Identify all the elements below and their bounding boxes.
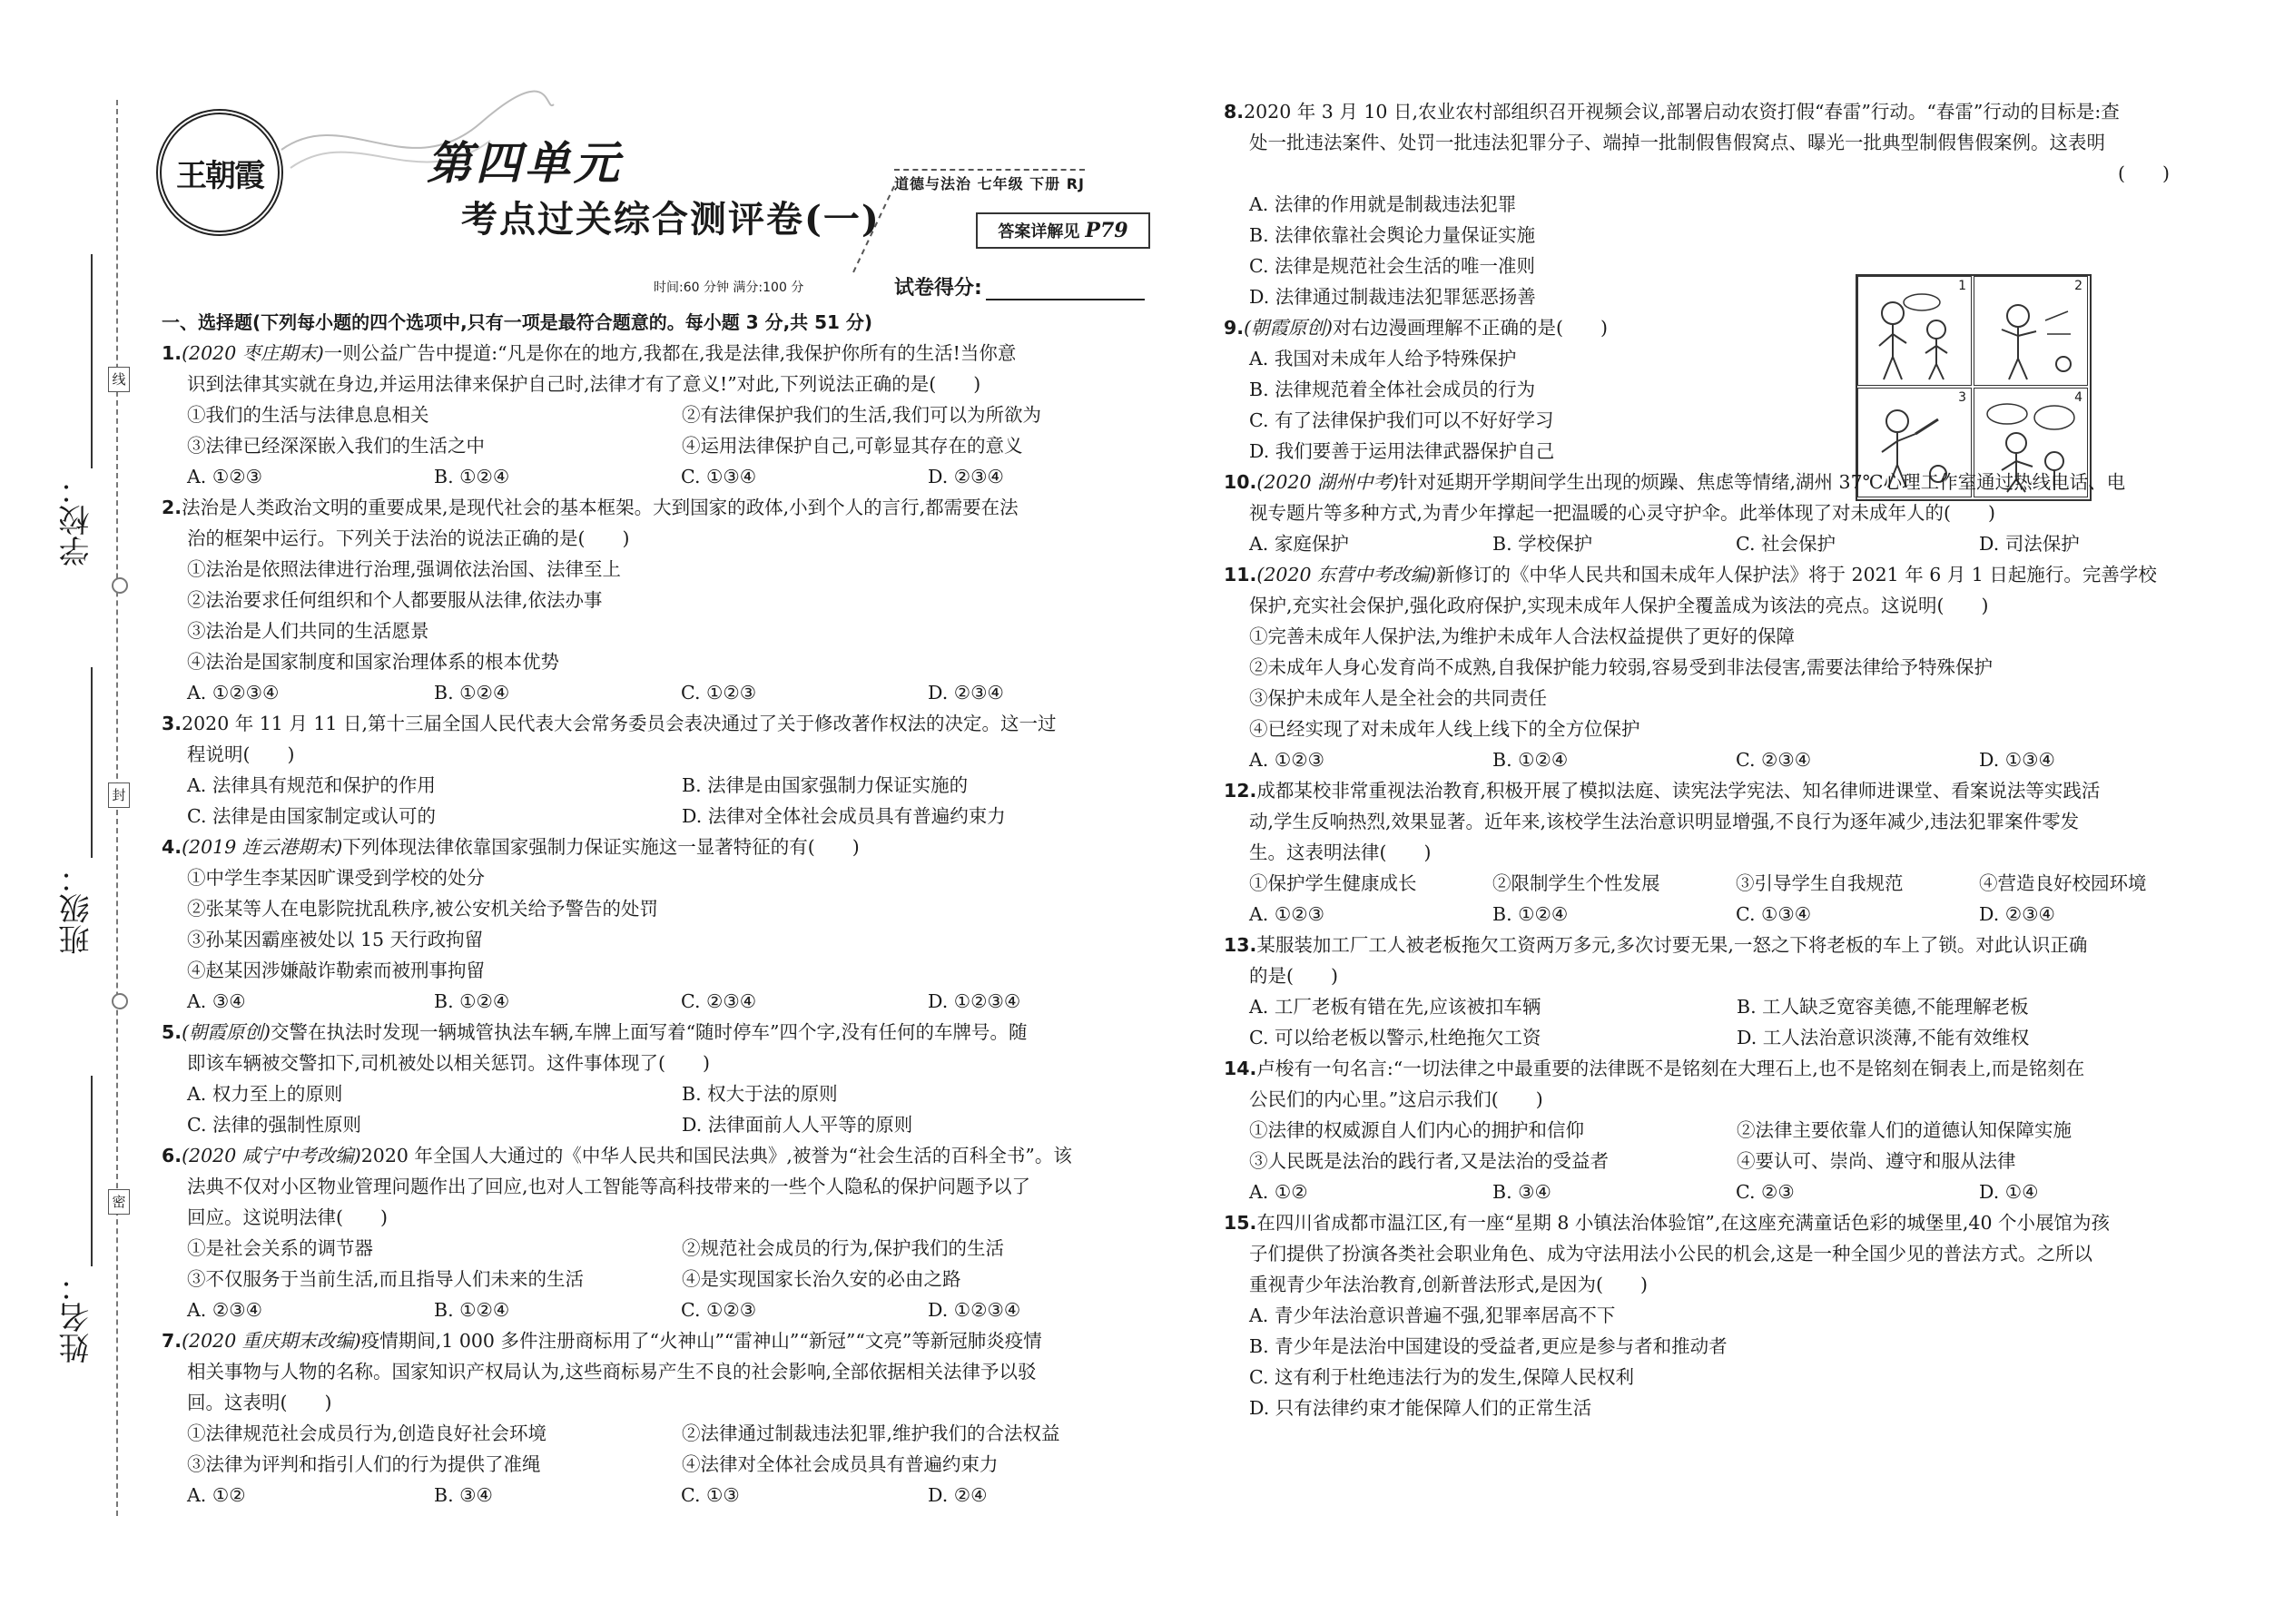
question-line-text: 重视青少年法治教育,创新普法形式,是因为( ) bbox=[1249, 1274, 1649, 1295]
question-line-text: ④法治是国家制度和国家治理体系的根本优势 bbox=[187, 651, 559, 673]
logo-text: 王朝霞 bbox=[176, 157, 263, 194]
option-row bbox=[162, 1078, 1177, 1109]
question-source: (2020 重庆期末改编) bbox=[182, 1330, 361, 1352]
question-number: 12. bbox=[1224, 780, 1257, 802]
option-item: D. 司法保护 bbox=[1979, 533, 2080, 555]
option-item: D. ②④ bbox=[928, 1484, 988, 1506]
option-item: B. ①②④ bbox=[434, 990, 510, 1012]
option-item: D. ②③④ bbox=[928, 682, 1004, 704]
question-line-text: ②未成年人身心发育尚不成熟,自我保护能力较弱,容易受到非法侵害,需要法律给予特殊保护 bbox=[1249, 656, 1994, 678]
option-item: ④运用法律保护自己,可彰显其存在的意义 bbox=[682, 435, 1023, 457]
option-item: B. ①②④ bbox=[434, 466, 510, 487]
question-line-text: 法典不仅对小区物业管理问题作出了回应,也对人工智能等高科技带来的一些个人隐私的保护问题予以了 bbox=[187, 1176, 1031, 1197]
question-line-text: 保护,充实社会保护,强化政府保护,实现未成年人保护全覆盖成为该法的亮点。这说明( ) bbox=[1249, 595, 1989, 616]
option-item: ①是社会关系的调节器 bbox=[187, 1237, 373, 1259]
question-line-text: 即该车辆被交警扣下,司机被处以相关惩罚。这件事体现了( ) bbox=[187, 1052, 711, 1074]
option-item: B. ③④ bbox=[434, 1484, 493, 1506]
score-field[interactable] bbox=[894, 272, 1145, 300]
option-item: ①法律规范社会成员行为,创造良好社会环境 bbox=[187, 1422, 547, 1444]
question-line-text: ①中学生李某因旷课受到学校的处分 bbox=[187, 867, 485, 889]
question-source: (2020 枣庄期末) bbox=[182, 342, 324, 364]
question-text: 新修订的《中华人民共和国未成年人保护法》将于 2021 年 6 月 1 日起施行。完善学校 bbox=[1436, 564, 2157, 586]
question-line bbox=[1224, 96, 2224, 127]
question-text: 一则公益广告中提道:“凡是你在的地方,我都在,我是法律,我保护你所有的生活!当你意 bbox=[323, 342, 1017, 364]
option-item: A. ①②③ bbox=[187, 466, 262, 487]
question-number: 8. bbox=[1224, 101, 1245, 123]
option-item: B. ③④ bbox=[1492, 1181, 1551, 1203]
option-item: ①保护学生健康成长 bbox=[1249, 872, 1417, 894]
option-item: ④法律对全体社会成员具有普遍约束力 bbox=[682, 1453, 999, 1475]
question-line-text: ②法治要求任何组织和个人都要服从法律,依法办事 bbox=[187, 589, 603, 611]
option-item: B. 权大于法的原则 bbox=[682, 1083, 838, 1105]
question-line-text: 回应。这说明法律( ) bbox=[187, 1206, 388, 1228]
question-text: 对右边漫画理解不正确的是( ) bbox=[1333, 317, 1609, 339]
question-line bbox=[1224, 1207, 2224, 1238]
question-source: (2020 东营中考改编) bbox=[1256, 564, 1437, 586]
option-item: ③法律为评判和指引人们的行为提供了准绳 bbox=[187, 1453, 541, 1475]
question-source: (2020 湖州中考) bbox=[1256, 471, 1400, 493]
option-item: ①我们的生活与法律息息相关 bbox=[187, 404, 429, 426]
question-line-text: 回。这表明( ) bbox=[187, 1392, 332, 1413]
exam-meta: 时间:60 分钟 满分:100 分 bbox=[654, 281, 804, 295]
option-item: ④是实现国家长治久安的必由之路 bbox=[682, 1268, 961, 1290]
answer-blank: ( ) bbox=[2118, 162, 2170, 184]
option-item: C. ①③④ bbox=[1736, 903, 1812, 925]
question-line-text: A. 我国对未成年人给予特殊保护 bbox=[1249, 348, 1517, 369]
option-row bbox=[162, 801, 1177, 832]
question-line-text: B. 法律依靠社会舆论力量保证实施 bbox=[1249, 224, 1536, 246]
question-line bbox=[162, 1140, 1177, 1171]
option-row bbox=[1224, 991, 2224, 1022]
binding-hole-icon bbox=[112, 993, 128, 1009]
option-row bbox=[1224, 868, 2224, 899]
option-item: ③法律已经深深嵌入我们的生活之中 bbox=[187, 435, 485, 457]
option-item: A. 法律具有规范和保护的作用 bbox=[187, 774, 436, 796]
option-item: ②法律通过制裁违法犯罪,维护我们的合法权益 bbox=[682, 1422, 1060, 1444]
question-number: 13. bbox=[1224, 934, 1257, 956]
brand-logo bbox=[156, 109, 283, 236]
option-item: ③人民既是法治的践行者,又是法治的受益者 bbox=[1249, 1150, 1610, 1172]
question-number: 7. bbox=[162, 1330, 182, 1352]
option-item: C. 社会保护 bbox=[1736, 533, 1836, 555]
option-row bbox=[162, 986, 1177, 1017]
panel-number: 3 bbox=[1958, 390, 1966, 405]
question-source: (2020 咸宁中考改编) bbox=[182, 1145, 361, 1166]
score-label: 试卷得分: bbox=[894, 277, 982, 300]
question-number: 2. bbox=[162, 497, 182, 518]
option-item: ③不仅服务于当前生活,而且指导人们未来的生活 bbox=[187, 1268, 585, 1290]
question-line-text: ③保护未成年人是全社会的共同责任 bbox=[1249, 687, 1547, 709]
question-text: 疫情期间,1 000 多件注册商标用了“火神山”“雷神山”“新冠”“文亮”等新冠肺炎疫情 bbox=[360, 1330, 1042, 1352]
binding-dashed-line bbox=[116, 100, 122, 1516]
question-line-text: B. 法律规范着全体社会成员的行为 bbox=[1249, 379, 1536, 400]
question-line-text: ②张某等人在电影院扰乱秩序,被公安机关给予警告的处罚 bbox=[187, 898, 659, 920]
option-row bbox=[1224, 1115, 2224, 1146]
panel-number: 4 bbox=[2074, 390, 2082, 405]
seal-mark: 封 bbox=[108, 782, 130, 808]
question-line-text: 程说明( ) bbox=[187, 743, 295, 765]
question-line-text: 治的框架中运行。下列关于法治的说法正确的是( ) bbox=[187, 527, 630, 549]
option-item: B. ①②④ bbox=[434, 1299, 510, 1321]
option-item: A. ①② bbox=[1249, 1181, 1308, 1203]
answer-ref-page: P79 bbox=[1085, 219, 1128, 242]
option-item: C. 法律的强制性原则 bbox=[187, 1114, 361, 1136]
option-item: A. 工厂老板有错在先,应该被扣车辆 bbox=[1249, 996, 1541, 1018]
option-item: B. ①②④ bbox=[1492, 749, 1569, 771]
question-text: 卢梭有一句名言:“一切法律之中最重要的法律既不是铭刻在大理石上,也不是铭刻在铜表上,而是铭刻在 bbox=[1256, 1058, 2085, 1079]
question-line bbox=[1224, 559, 2224, 590]
name-label: 姓名： bbox=[59, 1271, 95, 1363]
school-field-line[interactable] bbox=[91, 254, 93, 468]
section-heading: 一、选择题(下列每小题的四个选项中,只有一项是最符合题意的。每小题 3 分,共 51 分) bbox=[162, 311, 873, 333]
option-row bbox=[1224, 744, 2224, 775]
question-source: (朝霞原创) bbox=[1244, 317, 1334, 339]
option-item: C. ②③ bbox=[1736, 1181, 1795, 1203]
panel-number: 1 bbox=[1958, 279, 1966, 293]
option-item: ④营造良好校园环境 bbox=[1979, 872, 2147, 894]
question-line-text: 公民们的内心里。”这启示我们( ) bbox=[1249, 1088, 1543, 1110]
question-number: 1. bbox=[162, 342, 182, 364]
left-question-column bbox=[162, 307, 1177, 1511]
option-item: A. ①②③④ bbox=[187, 682, 280, 704]
option-item: A. ①②③ bbox=[1249, 749, 1324, 771]
option-item: ②限制学生个性发展 bbox=[1492, 872, 1660, 894]
question-line-text: ①完善未成年人保护法,为维护未成年人合法权益提供了更好的保障 bbox=[1249, 625, 1796, 647]
option-item: A. ①② bbox=[187, 1484, 246, 1506]
question-line bbox=[1224, 1053, 2224, 1084]
question-line-text: C. 有了法律保护我们可以不好好学习 bbox=[1249, 409, 1554, 431]
option-row bbox=[1224, 899, 2224, 930]
question-line-text: 生。这表明法律( ) bbox=[1249, 842, 1432, 863]
question-text: 在四川省成都市温江区,有一座“星期 8 小镇法治体验馆”,在这座充满童话色彩的城堡里,40 个小展馆为孩 bbox=[1256, 1212, 2111, 1234]
option-item: C. ②③④ bbox=[1736, 749, 1812, 771]
question-number: 15. bbox=[1224, 1212, 1257, 1234]
option-item: A. ②③④ bbox=[187, 1299, 262, 1321]
unit-title: 第四单元 bbox=[427, 137, 623, 190]
question-line-text: 处一批违法案件、处罚一批违法犯罪分子、端掉一批制假售假窝点、曝光一批典型制假售假案例。这表明 bbox=[1249, 132, 2105, 153]
question-text: 某服装加工厂工人被老板拖欠工资两万多元,多次讨要无果,一怒之下将老板的车上了锁。对此认识正确 bbox=[1256, 934, 2088, 956]
question-text: 2020 年 3 月 10 日,农业农村部组织召开视频会议,部署启动农资打假“春雷”行动。“春雷”行动的目标是:查 bbox=[1244, 101, 2120, 123]
option-item: D. ①②③④ bbox=[928, 1299, 1021, 1321]
subject-tag: 道德与法治 七年级 下册 RJ bbox=[894, 169, 1085, 193]
question-source: (2019 连云港期末) bbox=[182, 836, 343, 858]
option-item: ④要认可、崇尚、遵守和服从法律 bbox=[1737, 1150, 2016, 1172]
class-field-line[interactable] bbox=[91, 667, 93, 858]
option-row bbox=[162, 461, 1177, 492]
question-source: (朝霞原创) bbox=[182, 1021, 271, 1043]
option-item: D. ②③④ bbox=[928, 466, 1004, 487]
option-row bbox=[162, 1480, 1177, 1511]
option-item: C. ②③④ bbox=[681, 990, 757, 1012]
question-line bbox=[162, 338, 1177, 369]
option-item: D. ①④ bbox=[1979, 1181, 2039, 1203]
option-item: D. ①③④ bbox=[1979, 749, 2055, 771]
question-line bbox=[162, 1017, 1177, 1048]
question-line bbox=[1224, 467, 2224, 497]
question-line-text: ①法治是依照法律进行治理,强调依法治国、法律至上 bbox=[187, 558, 622, 580]
question-line-text: A. 青少年法治意识普遍不强,犯罪率居高不下 bbox=[1249, 1304, 1616, 1326]
question-line bbox=[162, 708, 1177, 739]
option-item: A. ③④ bbox=[187, 990, 246, 1012]
question-line-text: B. 青少年是法治中国建设的受益者,更应是参与者和推动者 bbox=[1249, 1335, 1728, 1357]
question-line bbox=[1224, 775, 2224, 806]
option-row bbox=[162, 1233, 1177, 1264]
class-label: 班级： bbox=[59, 862, 95, 955]
option-item: ③引导学生自我规范 bbox=[1736, 872, 1904, 894]
question-line bbox=[162, 492, 1177, 523]
right-question-column bbox=[1224, 96, 2224, 1423]
question-line-text: 动,学生反响热烈,效果显著。近年来,该校学生法治意识明显增强,不良行为逐年减少,违法犯罪案件零发 bbox=[1249, 811, 2080, 832]
question-text: 下列体现法律依靠国家强制力保证实施这一显著特征的有( ) bbox=[342, 836, 860, 858]
seal-mark: 线 bbox=[108, 367, 130, 392]
question-line bbox=[162, 1325, 1177, 1356]
question-number: 11. bbox=[1224, 564, 1257, 586]
option-item: B. 法律是由国家强制力保证实施的 bbox=[682, 774, 969, 796]
option-row bbox=[162, 399, 1177, 430]
question-text: 交警在执法时发现一辆城管执法车辆,车牌上面写着“随时停车”四个字,没有任何的车牌号。随 bbox=[271, 1021, 1028, 1043]
option-item: D. 工人法治意识淡薄,不能有效维权 bbox=[1737, 1027, 2030, 1048]
question-number: 10. bbox=[1224, 471, 1257, 493]
option-row bbox=[162, 1418, 1177, 1449]
option-item: C. ①②③ bbox=[681, 1299, 757, 1321]
option-item: D. 法律面前人人平等的原则 bbox=[682, 1114, 913, 1136]
question-line-text: 视专题片等多种方式,为青少年撑起一把温暖的心灵守护伞。此举体现了对未成年人的( ) bbox=[1249, 502, 1996, 524]
question-line-text: C. 法律是规范社会生活的唯一准则 bbox=[1249, 255, 1535, 277]
question-line-text: 子们提供了扮演各类社会职业角色、成为守法用法小公民的机会,这是一种全国少见的普法方式。之所以 bbox=[1249, 1243, 2093, 1265]
option-row bbox=[162, 430, 1177, 461]
question-line-text: D. 我们要善于运用法律武器保护自己 bbox=[1249, 440, 1555, 462]
question-number: 5. bbox=[162, 1021, 182, 1043]
option-row bbox=[1224, 1176, 2224, 1207]
question-number: 9. bbox=[1224, 317, 1245, 339]
answer-ref-label: 答案详解见 bbox=[998, 222, 1080, 241]
option-item: B. ①②④ bbox=[434, 682, 510, 704]
question-text: 2020 年 11 月 11 日,第十三届全国人民代表大会常务委员会表决通过了关于修改著作权法的决定。这一过 bbox=[182, 713, 1057, 734]
question-line-text: 的是( ) bbox=[1249, 965, 1338, 987]
option-row bbox=[162, 677, 1177, 708]
seal-mark: 密 bbox=[108, 1189, 130, 1215]
question-line bbox=[162, 832, 1177, 862]
question-text: 针对延期开学期间学生出现的烦躁、焦虑等情绪,湖州 37℃心理工作室通过热线电话、电 bbox=[1399, 471, 2126, 493]
question-text: 法治是人类政治文明的重要成果,是现代社会的基本框架。大到国家的政体,小到个人的言行,都需要在法 bbox=[182, 497, 1019, 518]
option-row bbox=[162, 1449, 1177, 1480]
score-blank-line[interactable] bbox=[986, 299, 1145, 300]
question-line-text: D. 只有法律约束才能保障人们的正常生活 bbox=[1249, 1397, 1592, 1419]
option-item: D. ①②③④ bbox=[928, 990, 1021, 1012]
answer-reference-box bbox=[976, 212, 1150, 249]
option-row bbox=[162, 1109, 1177, 1140]
option-row bbox=[1224, 1146, 2224, 1176]
question-line-text: ④已经实现了对未成年人线上线下的全方位保护 bbox=[1249, 718, 1640, 740]
school-label: 学校： bbox=[59, 474, 95, 566]
question-line-text: C. 这有利于杜绝违法行为的发生,保障人民权利 bbox=[1249, 1366, 1635, 1388]
panel-number: 2 bbox=[2074, 279, 2082, 293]
question-line bbox=[1224, 930, 2224, 960]
exam-title: 考点过关综合测评卷(一) bbox=[461, 198, 881, 241]
option-row bbox=[1224, 1022, 2224, 1053]
option-item: A. 家庭保护 bbox=[1249, 533, 1349, 555]
question-line-text: ④赵某因涉嫌敲诈勒索而被刑事拘留 bbox=[187, 960, 485, 981]
question-number: 14. bbox=[1224, 1058, 1257, 1079]
question-text: 2020 年全国人大通过的《中华人民共和国民法典》,被誉为“社会生活的百科全书”。该 bbox=[360, 1145, 1072, 1166]
option-item: D. ②③④ bbox=[1979, 903, 2055, 925]
header-dashed-connector bbox=[844, 182, 899, 281]
option-item: A. ①②③ bbox=[1249, 903, 1324, 925]
name-field-line[interactable] bbox=[91, 1076, 93, 1266]
question-line-text: ③法治是人们共同的生活愿景 bbox=[187, 620, 429, 642]
binding-hole-icon bbox=[112, 577, 128, 594]
option-item: C. 可以给老板以警示,杜绝拖欠工资 bbox=[1249, 1027, 1541, 1048]
option-item: D. 法律对全体社会成员具有普遍约束力 bbox=[682, 805, 1006, 827]
option-item: B. ①②④ bbox=[1492, 903, 1569, 925]
option-item: B. 工人缺乏宽容美德,不能理解老板 bbox=[1737, 996, 2029, 1018]
option-item: B. 学校保护 bbox=[1492, 533, 1593, 555]
option-item: ①法律的权威源自人们内心的拥护和信仰 bbox=[1249, 1119, 1584, 1141]
option-row bbox=[162, 1294, 1177, 1325]
question-line-text: 相关事物与人物的名称。国家知识产权局认为,这些商标易产生不良的社会影响,全部依据相关法律予以驳 bbox=[187, 1361, 1037, 1383]
question-line-text: ③孙某因霸座被处以 15 天行政拘留 bbox=[187, 929, 484, 950]
option-item: C. ①③④ bbox=[681, 466, 757, 487]
option-item: C. 法律是由国家制定或认可的 bbox=[187, 805, 436, 827]
option-row bbox=[162, 1264, 1177, 1294]
question-text: 成都某校非常重视法治教育,积极开展了模拟法庭、读宪法学宪法、知名律师进课堂、看案说法等实践活 bbox=[1256, 780, 2101, 802]
option-item: C. ①③ bbox=[681, 1484, 740, 1506]
question-number: 6. bbox=[162, 1145, 182, 1166]
option-item: ②有法律保护我们的生活,我们可以为所欲为 bbox=[682, 404, 1042, 426]
question-line-text: 识到法律其实就在身边,并运用法律来保护自己时,法律才有了意义!”对此,下列说法正确的是( ) bbox=[187, 373, 981, 395]
question-number: 4. bbox=[162, 836, 182, 858]
question-line-text: A. 法律的作用就是制裁违法犯罪 bbox=[1249, 193, 1517, 215]
option-item: ②规范社会成员的行为,保护我们的生活 bbox=[682, 1237, 1005, 1259]
option-item: ②法律主要依靠人们的道德认知保障实施 bbox=[1737, 1119, 2072, 1141]
question-line bbox=[1224, 312, 2224, 343]
option-row bbox=[1224, 528, 2224, 559]
option-item: C. ①②③ bbox=[681, 682, 757, 704]
question-line-text: D. 法律通过制裁违法犯罪惩恶扬善 bbox=[1249, 286, 1536, 308]
question-number: 3. bbox=[162, 713, 182, 734]
option-row bbox=[162, 770, 1177, 801]
option-item: A. 权力至上的原则 bbox=[187, 1083, 343, 1105]
